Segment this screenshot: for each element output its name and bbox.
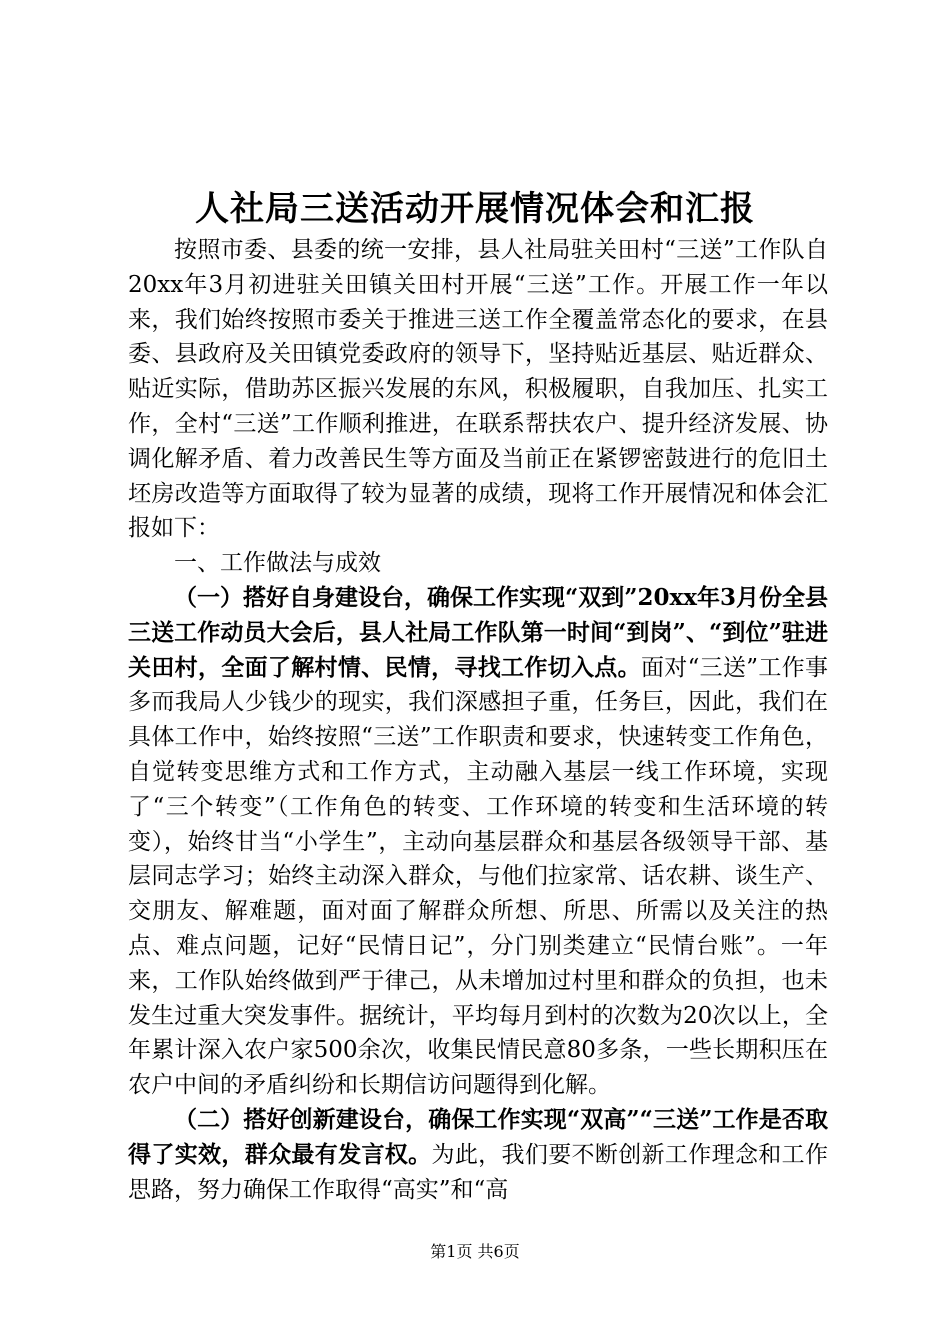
subsection-1-heading: （一）搭好自身建设台，确保工作实现“双到”20xx年3月份全县三送工作动员大会后，县人社局工作队第一时间“到岗”、“到位”驻进关田村，全面了解村情、民情，寻找工作切入点。 — [128, 583, 828, 681]
subsection-2-paragraph — [128, 1103, 828, 1207]
subsection-2-heading: （二）搭好创新建设台，确保工作实现“双高”“三送”工作是否取得了实效，群众最有发言权。 — [128, 1105, 828, 1168]
document-title: 人社局三送活动开展情况体会和汇报 — [195, 189, 755, 229]
document-body — [128, 233, 828, 1207]
section-heading: 一、工作做法与成效 — [174, 550, 381, 577]
intro-paragraph: 按照市委、县委的统一安排，县人社局驻关田村“三送”工作队自20xx年3月初进驻关田镇关田村开展“三送”工作。开展工作一年以来，我们始终按照市委关于推进三送工作全覆盖常态化的要求，在县委、县政府及关田镇党委政府的领导下，坚持贴近基层、贴近群众、贴近实际，借助苏区振兴发展的东风，积极履职，自我加压、扎实工作，全村“三送”工作顺利推进，在联系帮扶农户、提升经济发展、协调化解矛盾、着力改善民生等方面及当前正在紧锣密鼓进行的危旧土坯房改造等方面取得了较为显著的成绩，现将工作开展情况和体会汇报如下： — [128, 237, 828, 542]
subsection-1-body: 面对“三送”工作事多而我局人少钱少的现实，我们深感担子重，任务巨，因此，我们在具体工作中，始终按照“三送”工作职责和要求，快速转变工作角色，自觉转变思维方式和工作方式，主动融入基层一线工作环境，实现了“三个转变”（工作角色的转变、工作环境的转变和生活环境的转变），始终甘当“小学生”，主动向基层群众和基层各级领导干部、基层同志学习；始终主动深入群众，与他们拉家常、话农耕、谈生产、交朋友、解难题，面对面了解群众所想、所思、所需以及关注的热点、难点问题，记好“民情日记”，分门别类建立“民情台账”。一年来，工作队始终做到严于律己，从未增加过村里和群众的负担，也未发生过重大突发事件。据统计，平均每月到村的次数为20次以上，全年累计深入农户家500余次，收集民情民意80多条，一些长期积压在农户中间的矛盾纠纷和长期信访问题得到化解。 — [128, 654, 828, 1099]
subsection-1-paragraph — [128, 581, 828, 1103]
subsection-2-body: 为此，我们要不断创新工作理念和工作思路，努力确保工作取得“高实”和“高 — [128, 1141, 829, 1203]
page-footer: 第1页 共6页 — [430, 1242, 520, 1261]
